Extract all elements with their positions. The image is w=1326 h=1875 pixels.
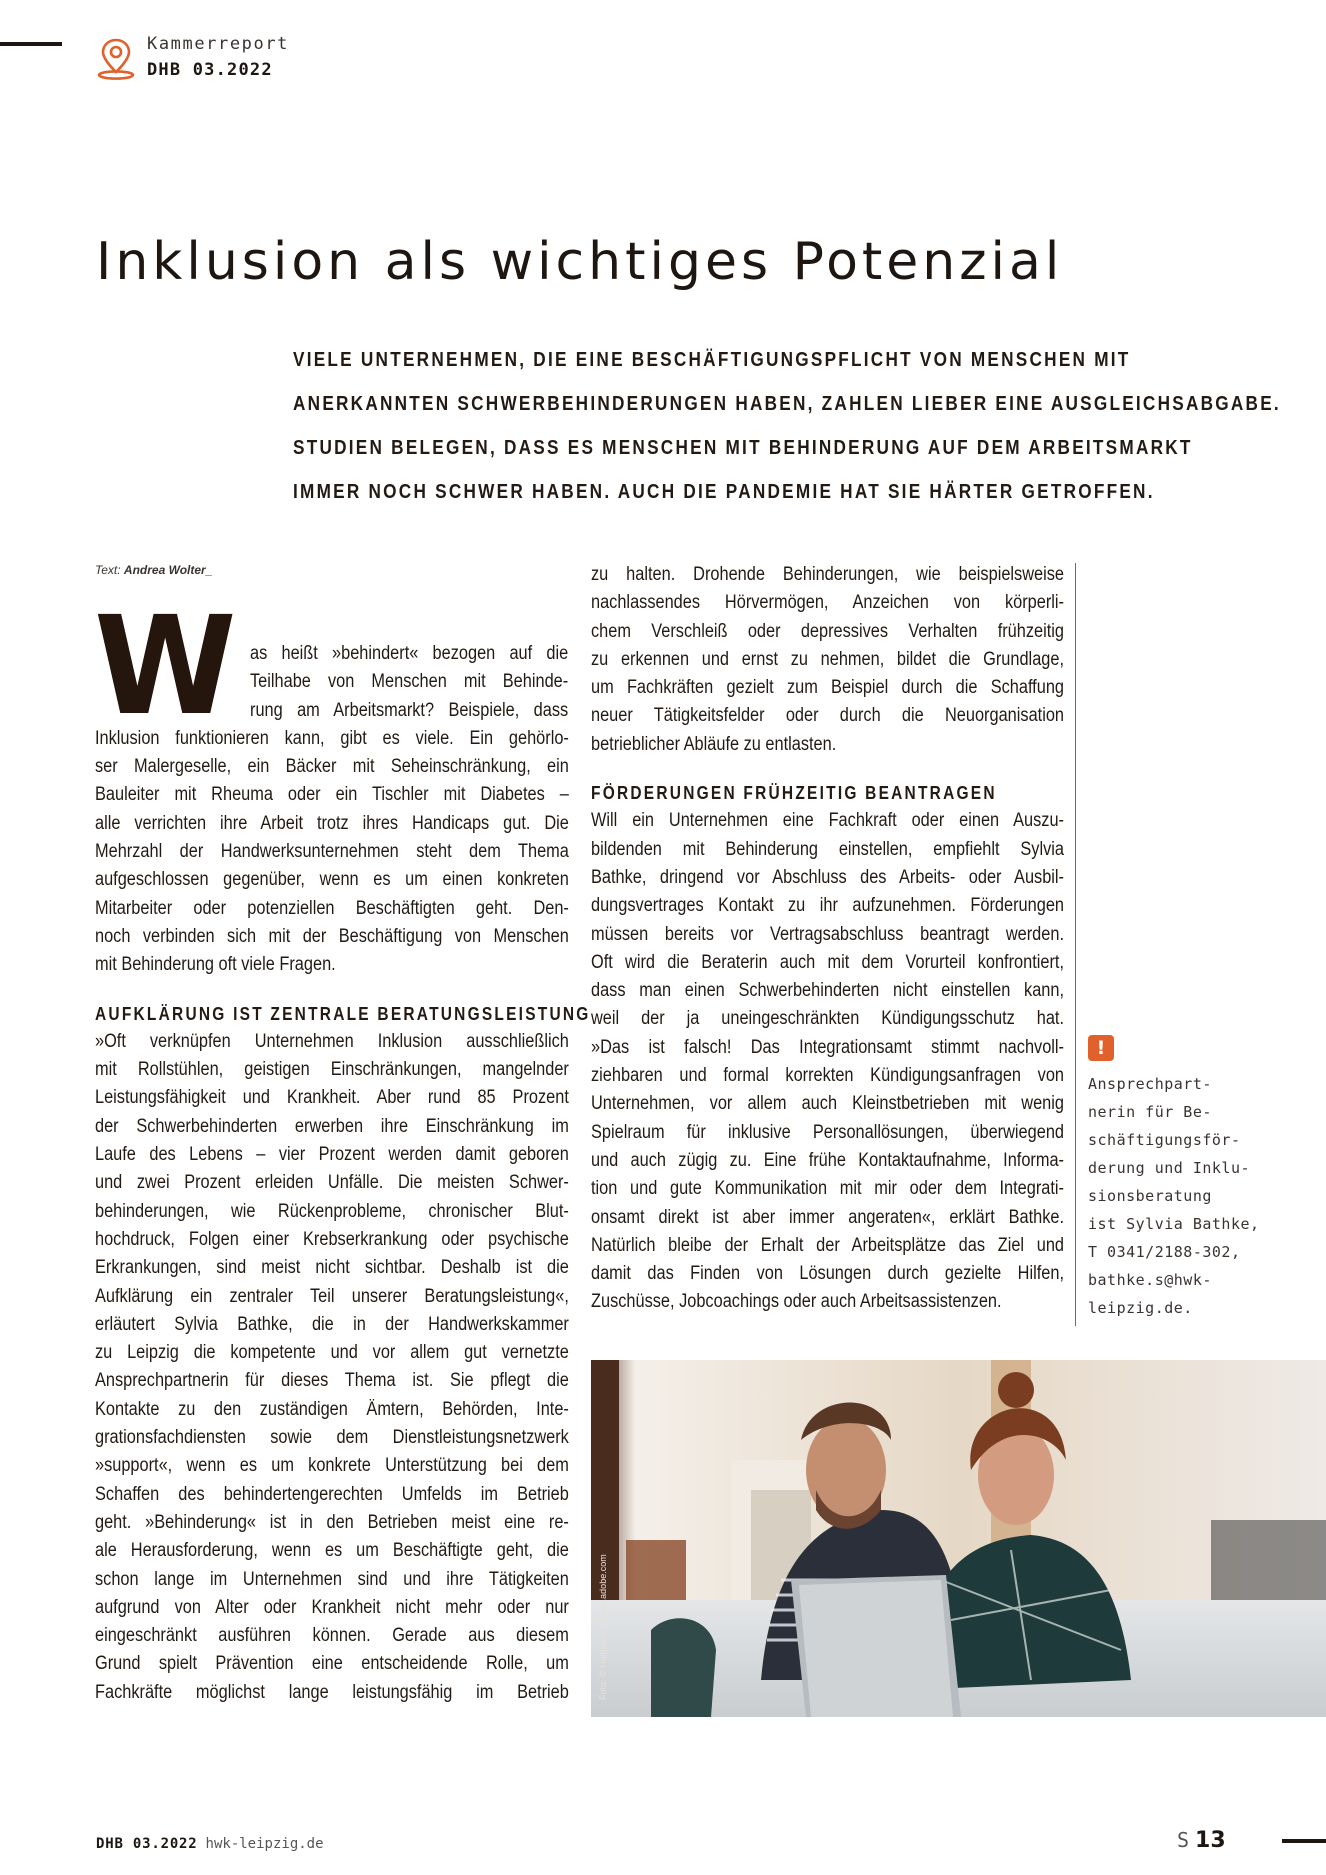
text-line: aufgrund von Alter oder Krankheit nicht mehr oder nur xyxy=(95,1596,569,1618)
text-line: Mehrzahl der Handwerksunternehmen steht dem Thema xyxy=(95,841,569,863)
text-line: alle verrichten ihre Arbeit trotz ihres Handicaps gut. Die xyxy=(95,812,569,834)
page-number xyxy=(1177,1828,1226,1853)
issue-label: DHB 03.2022 xyxy=(147,60,273,80)
text-line: zu erkennen und ernst zu nehmen, bildet die Grundlage, xyxy=(591,648,1064,670)
text-line: Leistungsfähigkeit und Krankheit. Aber rund 85 Prozent xyxy=(95,1087,569,1109)
text-line: Unternehmen, vor allem auch Kleinstbetrieben mit wenig xyxy=(591,1093,1064,1115)
sidebar-email[interactable]: leipzig.de. xyxy=(1088,1299,1193,1317)
sidebar-line: sionsberatung xyxy=(1088,1187,1212,1205)
text-line: »Das ist falsch! Das Integrationsamt stimmt nachvoll- xyxy=(591,1036,1064,1058)
text-line: as heißt »behindert« bezogen auf die xyxy=(250,643,569,664)
sidebar-line: nerin für Be- xyxy=(1088,1103,1212,1121)
text-line: betrieblicher Abläufe zu entlasten. xyxy=(591,733,837,755)
text-line: zu halten. Drohende Behinderungen, wie beispielsweise xyxy=(591,564,1064,585)
text-line: Inklusion funktionieren kann, gibt es viele. Ein gehörlo- xyxy=(95,727,569,749)
footer-issue: DHB 03.2022 xyxy=(96,1836,198,1852)
text-line: der Schwerbehinderten erwerben ihre Einschränkung im xyxy=(95,1115,569,1137)
column-divider xyxy=(1075,563,1076,1326)
text-line: mit Rollstühlen, geistigen Einschränkungen, mangelnder xyxy=(95,1059,569,1081)
sidebar-email[interactable]: bathke.s@hwk- xyxy=(1088,1271,1212,1289)
text-line: bildenden mit Behinderung einstellen, empfiehlt Sylvia xyxy=(591,838,1064,860)
lead-line: ANERKANNTEN SCHWERBEHINDERUNGEN HABEN, ZAHLEN LIEBER EINE AUSGLEICHSABGABE. xyxy=(293,393,1281,415)
text-line: damit das Finden von Lösungen durch gezielte Hilfen, xyxy=(591,1263,1064,1285)
article-column-1 xyxy=(95,640,591,1707)
text-line: ser Malergeselle, ein Bäcker mit Seheinschränkung, ein xyxy=(95,756,569,778)
text-line: noch verbinden sich mit der Beschäftigung von Menschen xyxy=(95,925,569,947)
footer xyxy=(96,1836,324,1853)
footer-website[interactable]: hwk-leipzig.de xyxy=(205,1836,324,1852)
text-line: tion und gute Kommunikation mit mir oder dem Integrati- xyxy=(591,1178,1064,1200)
sidebar-phone: T 0341/2188-302, xyxy=(1088,1243,1241,1261)
text-line: grationsfachdiensten sowie dem Dienstleistungsnetzwerk xyxy=(95,1427,569,1449)
text-line: zu Leipzig die kompetente und vor allem gut vernetzte xyxy=(95,1342,569,1364)
text-line: onsamt direkt ist aber immer angeraten«, erklärt Bathke. xyxy=(591,1206,1064,1228)
text-line: ale Herausforderung, wenn es um Beschäftigte geht, die xyxy=(95,1540,569,1562)
lead-line: IMMER NOCH SCHWER HABEN. AUCH DIE PANDEMIE HAT SIE HÄRTER GETROFFEN. xyxy=(293,481,1155,503)
byline-author: Andrea Wolter_ xyxy=(123,563,213,577)
text-line: müssen bereits vor Vertragsabschluss beantragt werden. xyxy=(591,923,1064,945)
text-line: Spielraum für inklusive Personallösungen, überwiegend xyxy=(591,1121,1064,1143)
text-line: hochdruck, Folgen einer Krebserkrankung oder psychische xyxy=(95,1228,569,1250)
sidebar-line: ist Sylvia Bathke, xyxy=(1088,1215,1260,1233)
text-line: Erkrankungen, sind meist nicht sichtbar. Deshalb ist die xyxy=(95,1257,569,1279)
section-label: Kammerreport xyxy=(147,34,290,54)
bottom-rule xyxy=(1282,1839,1326,1843)
text-line: mit Behinderung oft viele Fragen. xyxy=(95,954,336,976)
text-line: eingeschränkt ausführen können. Gerade aus diesem xyxy=(95,1625,569,1647)
article-lead xyxy=(293,338,1281,514)
map-pin-icon xyxy=(96,36,136,82)
sidebar-line: derung und Inklu- xyxy=(1088,1159,1251,1177)
article-title: Inklusion als wichtiges Potenzial xyxy=(96,232,1064,292)
text-line: »support«, wenn es um konkrete Unterstützung bei dem xyxy=(95,1455,569,1477)
section-subhead: FÖRDERUNGEN FRÜHZEITIG BEANTRAGEN xyxy=(591,783,997,804)
text-line: Ansprechpartnerin für dieses Thema ist. Sie pflegt die xyxy=(95,1370,569,1392)
exclamation-icon: ! xyxy=(1088,1035,1114,1061)
text-line: neuer Tätigkeitsfelder oder durch die Neuorganisation xyxy=(591,705,1064,727)
text-line: dass man einen Schwerbehinderten nicht einstellen kann, xyxy=(591,980,1064,1002)
text-line: dungsvertrages Kontakt zu ihr aufzunehmen. Förderungen xyxy=(591,895,1064,917)
text-line: Zuschüsse, Jobcoachings oder auch Arbeitsassistenzen. xyxy=(591,1291,1002,1313)
section-subhead: AUFKLÄRUNG IST ZENTRALE BERATUNGSLEISTUNG xyxy=(95,1003,591,1024)
sidebar-line: schäftigungsför- xyxy=(1088,1131,1241,1149)
text-line: geht. »Behinderung« ist in den Betrieben meist eine re- xyxy=(95,1511,569,1533)
text-line: »Oft verknüpfen Unternehmen Inklusion ausschließlich xyxy=(95,1030,569,1052)
page-prefix: S xyxy=(1177,1828,1190,1852)
text-line: chem Verschleiß oder depressives Verhalten frühzeitig xyxy=(591,620,1064,642)
text-line: Schaffen des behindertengerechten Umfelds im Betrieb xyxy=(95,1483,569,1505)
text-line: Bauleiter mit Rheuma oder ein Tischler mit Diabetes – xyxy=(95,784,569,806)
text-line: und auch zügig zu. Eine frühe Kontaktaufnahme, Informa- xyxy=(591,1149,1064,1171)
top-rule xyxy=(0,42,62,46)
article-photo xyxy=(591,1360,1326,1717)
text-line: aufgeschlossen gegenüber, wenn es um einen konkreten xyxy=(95,869,569,891)
text-line: Laufe des Lebens – vier Prozent werden damit geboren xyxy=(95,1144,569,1166)
text-line: weil der ja uneingeschränkten Kündigungsschutz hat. xyxy=(591,1008,1064,1030)
text-line: Grund spielt Prävention eine entscheidende Rolle, um xyxy=(95,1653,569,1675)
drop-cap: W xyxy=(94,588,237,746)
sidebar-line: Ansprechpart- xyxy=(1088,1075,1212,1093)
photo-illustration xyxy=(591,1360,1326,1717)
lead-line: VIELE UNTERNEHMEN, DIE EINE BESCHÄFTIGUNGSPFLICHT VON MENSCHEN MIT xyxy=(293,349,1131,371)
text-line: Natürlich bleibe der Erhalt der Arbeitsplätze das Ziel und xyxy=(591,1234,1064,1256)
text-line: und zwei Prozent erleiden Unfälle. Die meisten Schwer- xyxy=(95,1172,569,1194)
byline xyxy=(95,563,212,577)
text-line: Mitarbeiter oder potenziellen Beschäftigten geht. Den- xyxy=(95,897,569,919)
text-line: rung am Arbeitsmarkt? Beispiele, dass xyxy=(250,699,569,721)
lead-line: STUDIEN BELEGEN, DASS ES MENSCHEN MIT BEHINDERUNG AUF DEM ARBEITSMARKT xyxy=(293,437,1193,459)
text-line: nachlassendes Hörvermögen, Anzeichen von körperli- xyxy=(591,592,1064,614)
text-line: Bathke, dringend vor Abschluss des Arbeits- oder Ausbil- xyxy=(591,866,1064,888)
photo-credit: Foto: © Halfpoint – stock.adobe.com xyxy=(598,1554,608,1700)
text-line: Fachkräfte möglichst lange leistungsfähig im Betrieb xyxy=(95,1681,569,1703)
text-line: erläutert Sylvia Bathke, die in der Handwerkskammer xyxy=(95,1313,569,1335)
text-line: um Fachkräften gezielt zum Beispiel durch die Schaffung xyxy=(591,677,1064,699)
contact-sidebar xyxy=(1088,1070,1260,1322)
page-number-value: 13 xyxy=(1195,1828,1226,1853)
byline-label: Text: xyxy=(95,563,121,577)
article-column-2 xyxy=(591,561,1064,1317)
text-line: behinderungen, wie Rückenprobleme, chronischer Blut- xyxy=(95,1200,569,1222)
text-line: Will ein Unternehmen eine Fachkraft oder einen Auszu- xyxy=(591,810,1064,832)
text-line: schon lange im Unternehmen sind und ihre Tätigkeiten xyxy=(95,1568,569,1590)
text-line: ziehbaren und formal korrekten Kündigungsanfragen von xyxy=(591,1065,1064,1087)
text-line: Kontakte zu den zuständigen Ämtern, Behörden, Inte- xyxy=(95,1398,569,1420)
text-line: Teilhabe von Menschen mit Behinde- xyxy=(250,671,569,693)
text-line: Oft wird die Beraterin auch mit dem Vorurteil konfrontiert, xyxy=(591,951,1064,973)
text-line: Aufklärung ein zentraler Teil unserer Beratungsleistung«, xyxy=(95,1285,569,1307)
